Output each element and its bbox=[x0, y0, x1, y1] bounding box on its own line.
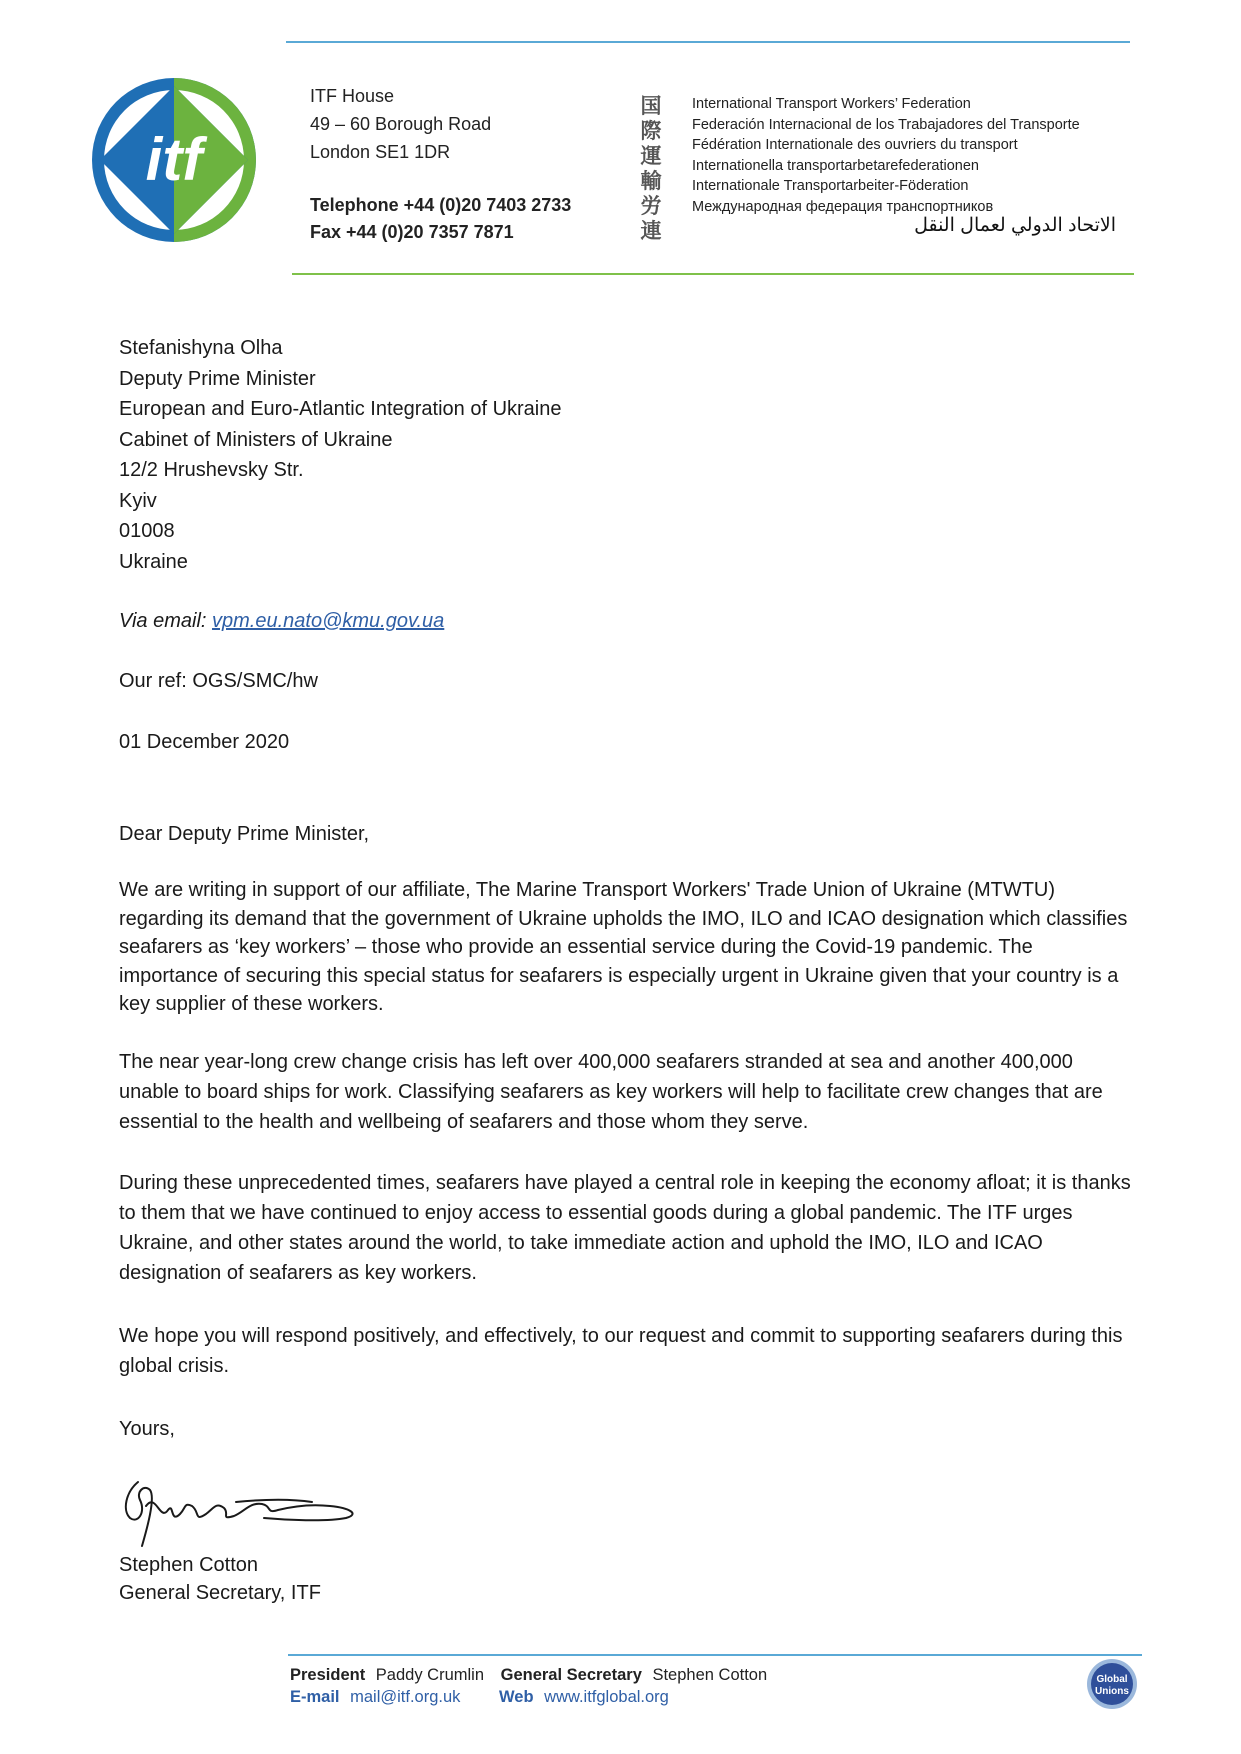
signer-name: Stephen Cotton bbox=[119, 1554, 258, 1576]
global-unions-badge bbox=[1086, 1658, 1138, 1710]
addressee-line: Stefanishyna Olha bbox=[119, 337, 283, 359]
header-bottom-rule bbox=[292, 273, 1134, 275]
body-paragraph: We are writing in support of our affiliate, The Marine Transport Workers' Trade Union of Ukraine (MTWTU) regarding its demand that the government of Ukraine upholds the IMO, ILO and ICAO designation which classifies seafarers as ‘key workers’ – those who provide an essential service during the Covid-19 pandemic. The importance of securing this special status for seafarers is especially urgent in Ukraine given that your country is a key supplier of these workers. bbox=[119, 879, 1128, 1015]
closing: Yours, bbox=[119, 1418, 175, 1440]
addressee-line: European and Euro-Atlantic Integration of Ukraine bbox=[119, 398, 562, 420]
via-label: Via email: bbox=[119, 610, 207, 632]
cjk-char: 運 bbox=[640, 145, 662, 168]
federation-name: Federación Internacional de los Trabajadores del Transporte bbox=[692, 116, 1080, 133]
badge-line1: Global bbox=[1096, 1674, 1128, 1685]
letter-date: 01 December 2020 bbox=[119, 731, 290, 753]
president-label: President bbox=[290, 1666, 366, 1684]
signer-block bbox=[119, 1551, 321, 1607]
web-label: Web bbox=[499, 1688, 534, 1706]
address-line: London SE1 1DR bbox=[310, 142, 451, 162]
contact-numbers bbox=[310, 192, 571, 246]
cjk-char: 国 bbox=[640, 95, 662, 118]
addressee-line: Deputy Prime Minister bbox=[119, 367, 316, 390]
addressee-line: Ukraine bbox=[119, 550, 188, 573]
federation-name: Международная федерация транспортников bbox=[692, 198, 994, 215]
handwritten-signature bbox=[116, 1462, 366, 1552]
cjk-name bbox=[636, 94, 666, 244]
cjk-char: 際 bbox=[640, 120, 662, 143]
arabic-name: الاتحاد الدولي لعمال النقل bbox=[914, 215, 1116, 236]
address-line: 49 – 60 Borough Road bbox=[310, 114, 492, 134]
telephone: Telephone +44 (0)20 7403 2733 bbox=[310, 195, 572, 215]
footer-officers bbox=[290, 1664, 767, 1686]
address-line: ITF House bbox=[310, 86, 395, 106]
addressee-line: 12/2 Hrushevsky Str. bbox=[119, 459, 304, 481]
our-ref: Our ref: OGS/SMC/hw bbox=[119, 670, 318, 692]
footer-web[interactable]: www.itfglobal.org bbox=[544, 1688, 669, 1706]
addressee-line: Cabinet of Ministers of Ukraine bbox=[119, 428, 393, 451]
badge-line2: Unions bbox=[1095, 1686, 1129, 1697]
cjk-char: 連 bbox=[640, 220, 662, 243]
federation-name: International Transport Workers’ Federation bbox=[692, 96, 971, 112]
federation-name: Fédération Internationale des ouvriers du transport bbox=[692, 137, 1018, 153]
email-label: E-mail bbox=[290, 1688, 340, 1706]
body-paragraph: We hope you will respond positively, and effectively, to our request and commit to supporting seafarers during this global crisis. bbox=[119, 1325, 1123, 1377]
itf-logo bbox=[86, 72, 262, 248]
federation-names bbox=[692, 94, 1080, 217]
addressee-line: Kyiv bbox=[119, 489, 157, 512]
sender-address bbox=[310, 82, 491, 166]
addressee-block bbox=[119, 333, 562, 577]
cjk-char: 労 bbox=[640, 195, 662, 218]
logo-text: itf bbox=[145, 126, 203, 193]
fax: Fax +44 (0)20 7357 7871 bbox=[310, 222, 514, 242]
signer-title: General Secretary, ITF bbox=[119, 1582, 321, 1604]
cjk-char: 輸 bbox=[640, 170, 662, 193]
gs-name: Stephen Cotton bbox=[652, 1666, 768, 1684]
salutation: Dear Deputy Prime Minister, bbox=[119, 823, 370, 845]
addressee-line: 01008 bbox=[119, 520, 175, 542]
president-name: Paddy Crumlin bbox=[375, 1666, 485, 1684]
footer-rule bbox=[288, 1654, 1142, 1656]
federation-name: Internationale Transportarbeiter-Föderation bbox=[692, 178, 969, 194]
header-top-rule bbox=[286, 41, 1130, 43]
via-email-link[interactable]: vpm.eu.nato@kmu.gov.ua bbox=[212, 610, 445, 632]
body-paragraph: During these unprecedented times, seafarers have played a central role in keeping the economy afloat; it is thanks to them that we have continued to enjoy access to essential goods during a global pandemic. The ITF urges Ukraine, and other states around the world, to take immediate action and uphold the IMO, ILO and ICAO designation of seafarers as key workers. bbox=[119, 1172, 1131, 1284]
footer-email[interactable]: mail@itf.org.uk bbox=[350, 1688, 461, 1706]
gs-label: General Secretary bbox=[500, 1666, 642, 1684]
body-paragraph: The near year-long crew change crisis has left over 400,000 seafarers stranded at sea and another 400,000 unable to board ships for work. Classifying seafarers as key workers will help to facilitate crew changes that are essential to the health and wellbeing of seafarers and those whom they serve. bbox=[119, 1051, 1103, 1133]
federation-name: Internationella transportarbetarefederationen bbox=[692, 157, 979, 174]
via-email-line bbox=[119, 606, 444, 636]
footer-contacts bbox=[290, 1686, 669, 1708]
